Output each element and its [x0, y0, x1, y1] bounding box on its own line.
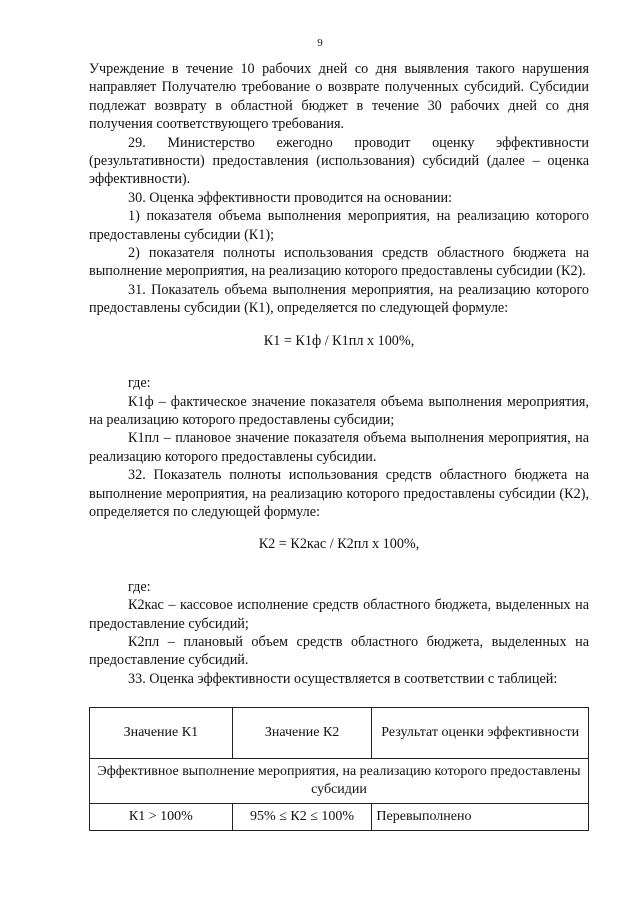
definition-k1f: К1ф – фактическое значение показателя объема выполнения мероприятия, на реализацию которого предоставлены субсидии;: [89, 393, 589, 428]
paragraph-29: 29. Министерство ежегодно проводит оценку эффективности (результативности) предоставления (использования) субсидий (далее – оценка эффективности).: [89, 134, 589, 188]
table-row: [90, 804, 589, 831]
efficiency-table: [89, 707, 589, 831]
cell-k2: 95% ≤ К2 ≤ 100%: [232, 804, 372, 831]
paragraph-30: 30. Оценка эффективности проводится на основании:: [128, 189, 453, 206]
table-header-row: [90, 708, 589, 759]
section-title: Эффективное выполнение мероприятия, на реализацию которого предоставлены субсидии: [90, 759, 589, 804]
table-section-row: [90, 759, 589, 804]
paragraph-30-item-1: 1) показателя объема выполнения мероприятия, на реализацию которого предоставлены субсидии (К1);: [89, 208, 589, 243]
paragraph-33: 33. Оценка эффективности осуществляется в соответствии с таблицей:: [128, 670, 558, 687]
paragraph-31: 31. Показатель объема выполнения мероприятия, на реализацию которого предоставлены субсидии (К1), определяется по следующей формуле:: [89, 281, 589, 317]
definition-k2kas: К2кас – кассовое исполнение средств областного бюджета, выделенных на предоставление субсидий;: [89, 597, 589, 632]
paragraph-32: 32. Показатель полноты использования средств областного бюджета на выполнение мероприятия, на реализацию которого предоставлены субсидии (К2), определяется по следующей формуле:: [89, 467, 589, 520]
header-k2: Значение К2: [232, 708, 372, 759]
header-result: Результат оценки эффективности: [372, 708, 589, 759]
definition-k1pl: К1пл – плановое значение показателя объема выполнения мероприятия, на реализацию которого предоставлены субсидии.: [89, 430, 589, 465]
cell-result: Перевыполнено: [372, 804, 589, 831]
cell-k1: К1 > 100%: [90, 804, 233, 831]
formula-k2: К2 = К2кас / К2пл х 100%,: [258, 536, 420, 553]
formula-k1: К1 = К1ф / К1пл х 100%,: [263, 332, 415, 349]
paragraph-refund: Учреждение в течение 10 рабочих дней со дня выявления такого нарушения направляет Получателю требование о возврате полученных субсидий. Субсидии подлежат возврату в областной бюджет в течение 30 рабочих дней со дня получения соответствующего требования.: [89, 61, 589, 133]
document-body: [89, 60, 589, 688]
page-number: 9: [317, 37, 323, 49]
definition-k2pl: К2пл – плановый объем средств областного бюджета, выделенных на предоставление субсидий.: [89, 633, 589, 669]
where-label-1: где:: [128, 375, 151, 392]
header-k1: Значение К1: [90, 708, 233, 759]
where-label-2: где:: [128, 578, 151, 595]
paragraph-30-item-2: 2) показателя полноты использования средств областного бюджета на выполнение мероприятия, на реализацию которого предоставлены субсидии (К2).: [89, 245, 589, 280]
